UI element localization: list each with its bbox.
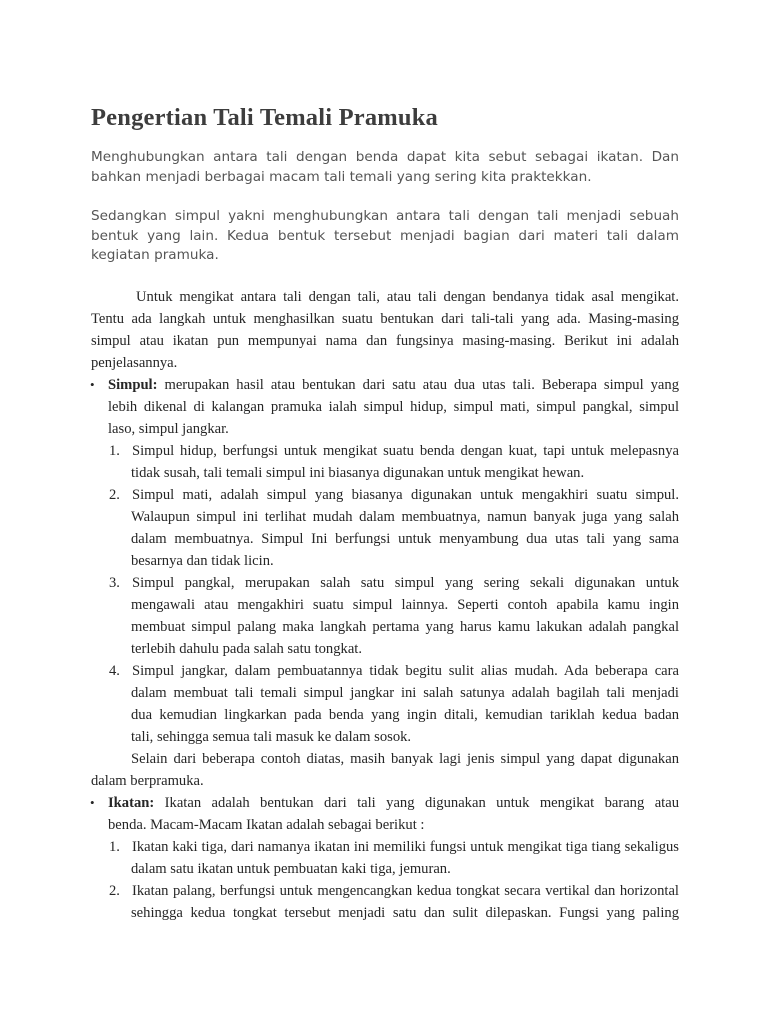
list-item (91, 660, 679, 682)
list-item (91, 880, 679, 902)
body-line: penjelasannya. (91, 355, 178, 371)
simpul-text: merupakan hasil atau bentukan dari satu atau dua utas tali. Beberapa simpul yang (157, 377, 679, 393)
body-line: Untuk mengikat antara tali dengan tali, atau tali dengan bendanya tidak asal mengikat. (136, 289, 679, 305)
body-line: Tentu ada langkah untuk menghasilkan suatu bentukan dari tali-tali yang ada. Masing-masing (91, 311, 679, 327)
list-number: 1. (109, 839, 120, 855)
list-item (91, 792, 679, 814)
simpul-label: Simpul: (108, 377, 158, 393)
body-line: benda. Macam-Macam Ikatan adalah sebagai berikut : (108, 817, 425, 833)
list-text: Simpul pangkal, merupakan salah satu simpul yang sering sekali digunakan untuk (132, 575, 679, 591)
body-line: simpul atau ikatan pun mempunyai nama dan fungsinya masing-masing. Berikut ini adalah (91, 333, 679, 349)
body-line: dalam membuat tali temali simpul jangkar ini salah satunya adalah bagilah tali menjadi (131, 685, 679, 701)
list-item (91, 484, 679, 506)
list-item (91, 836, 679, 858)
list-item (91, 572, 679, 594)
body-line: terlebih dahulu pada salah satu tongkat. (131, 641, 362, 657)
list-number: 1. (109, 443, 120, 459)
intro-paragraph-1: Menghubungkan antara tali dengan benda dapat kita sebut sebagai ikatan. Dan bahkan menjadi berbagai macam tali temali yang sering kita praktekkan. (91, 149, 679, 185)
body-text (91, 286, 679, 924)
body-line: Walaupun simpul ini terlihat mudah dalam membuatnya, namun banyak juga yang salah (131, 509, 679, 525)
list-text: Ikatan kaki tiga, dari namanya ikatan ini memiliki fungsi untuk mengikat tiga tiang sekaligus (132, 839, 679, 855)
body-line: tali, sehingga semua tali masuk ke dalam sosok. (131, 729, 412, 745)
body-line: Selain dari beberapa contoh diatas, masih banyak lagi jenis simpul yang dapat digunakan (131, 751, 679, 767)
body-line: besarnya dan tidak licin. (131, 553, 274, 569)
list-text: Ikatan palang, berfungsi untuk mengencangkan kedua tongkat secara vertikal dan horizontal (132, 883, 679, 899)
body-line: tidak susah, tali temali simpul ini biasanya digunakan untuk mengikat hewan. (131, 465, 585, 481)
ikatan-label: Ikatan: (108, 795, 155, 811)
page-title: Pengertian Tali Temali Pramuka (91, 104, 438, 131)
list-text: Simpul mati, adalah simpul yang biasanya digunakan untuk mengakhiri suatu simpul. (132, 487, 679, 503)
list-number: 2. (109, 883, 120, 899)
list-item (91, 440, 679, 462)
list-number: 4. (109, 663, 120, 679)
ikatan-text: Ikatan adalah bentukan dari tali yang digunakan untuk mengikat barang atau (154, 795, 679, 811)
body-line: laso, simpul jangkar. (108, 421, 229, 437)
body-line: lebih dikenal di kalangan pramuka ialah simpul hidup, simpul mati, simpul pangkal, simpul (108, 399, 679, 415)
list-text: Simpul hidup, berfungsi untuk mengikat suatu benda dengan kuat, tapi untuk melepasnya (132, 443, 679, 459)
list-text: Simpul jangkar, dalam pembuatannya tidak begitu sulit alias mudah. Ada beberapa cara (132, 663, 679, 679)
body-line: dalam satu ikatan untuk pembuatan kaki tiga, jemuran. (131, 861, 451, 877)
bullet-icon: • (90, 795, 95, 810)
list-item (91, 374, 679, 396)
body-line: dua kemudian lingkarkan pada benda yang ingin ditali, kemudian tariklah kedua badan (131, 707, 679, 723)
body-line: membuat simpul palang maka langkah pertama yang harus kamu lakukan adalah pangkal (131, 619, 679, 635)
body-line: mengawali atau mengakhiri suatu simpul lainnya. Seperti contoh apabila kamu ingin (131, 597, 679, 613)
body-line: dalam membuatnya. Simpul Ini berfungsi untuk menyambung dua utas tali yang sama (131, 531, 679, 547)
bullet-icon: • (90, 377, 95, 392)
list-number: 2. (109, 487, 120, 503)
list-number: 3. (109, 575, 120, 591)
intro-paragraph-2: Sedangkan simpul yakni menghubungkan antara tali dengan tali menjadi sebuah bentuk yang lain. Kedua bentuk tersebut menjadi bagian dari materi tali dalam kegiatan pramuka. (91, 208, 679, 263)
body-line: dalam berpramuka. (91, 773, 204, 789)
body-line: sehingga kedua tongkat tersebut menjadi satu dan sulit dilepaskan. Fungsi yang paling (131, 905, 679, 921)
